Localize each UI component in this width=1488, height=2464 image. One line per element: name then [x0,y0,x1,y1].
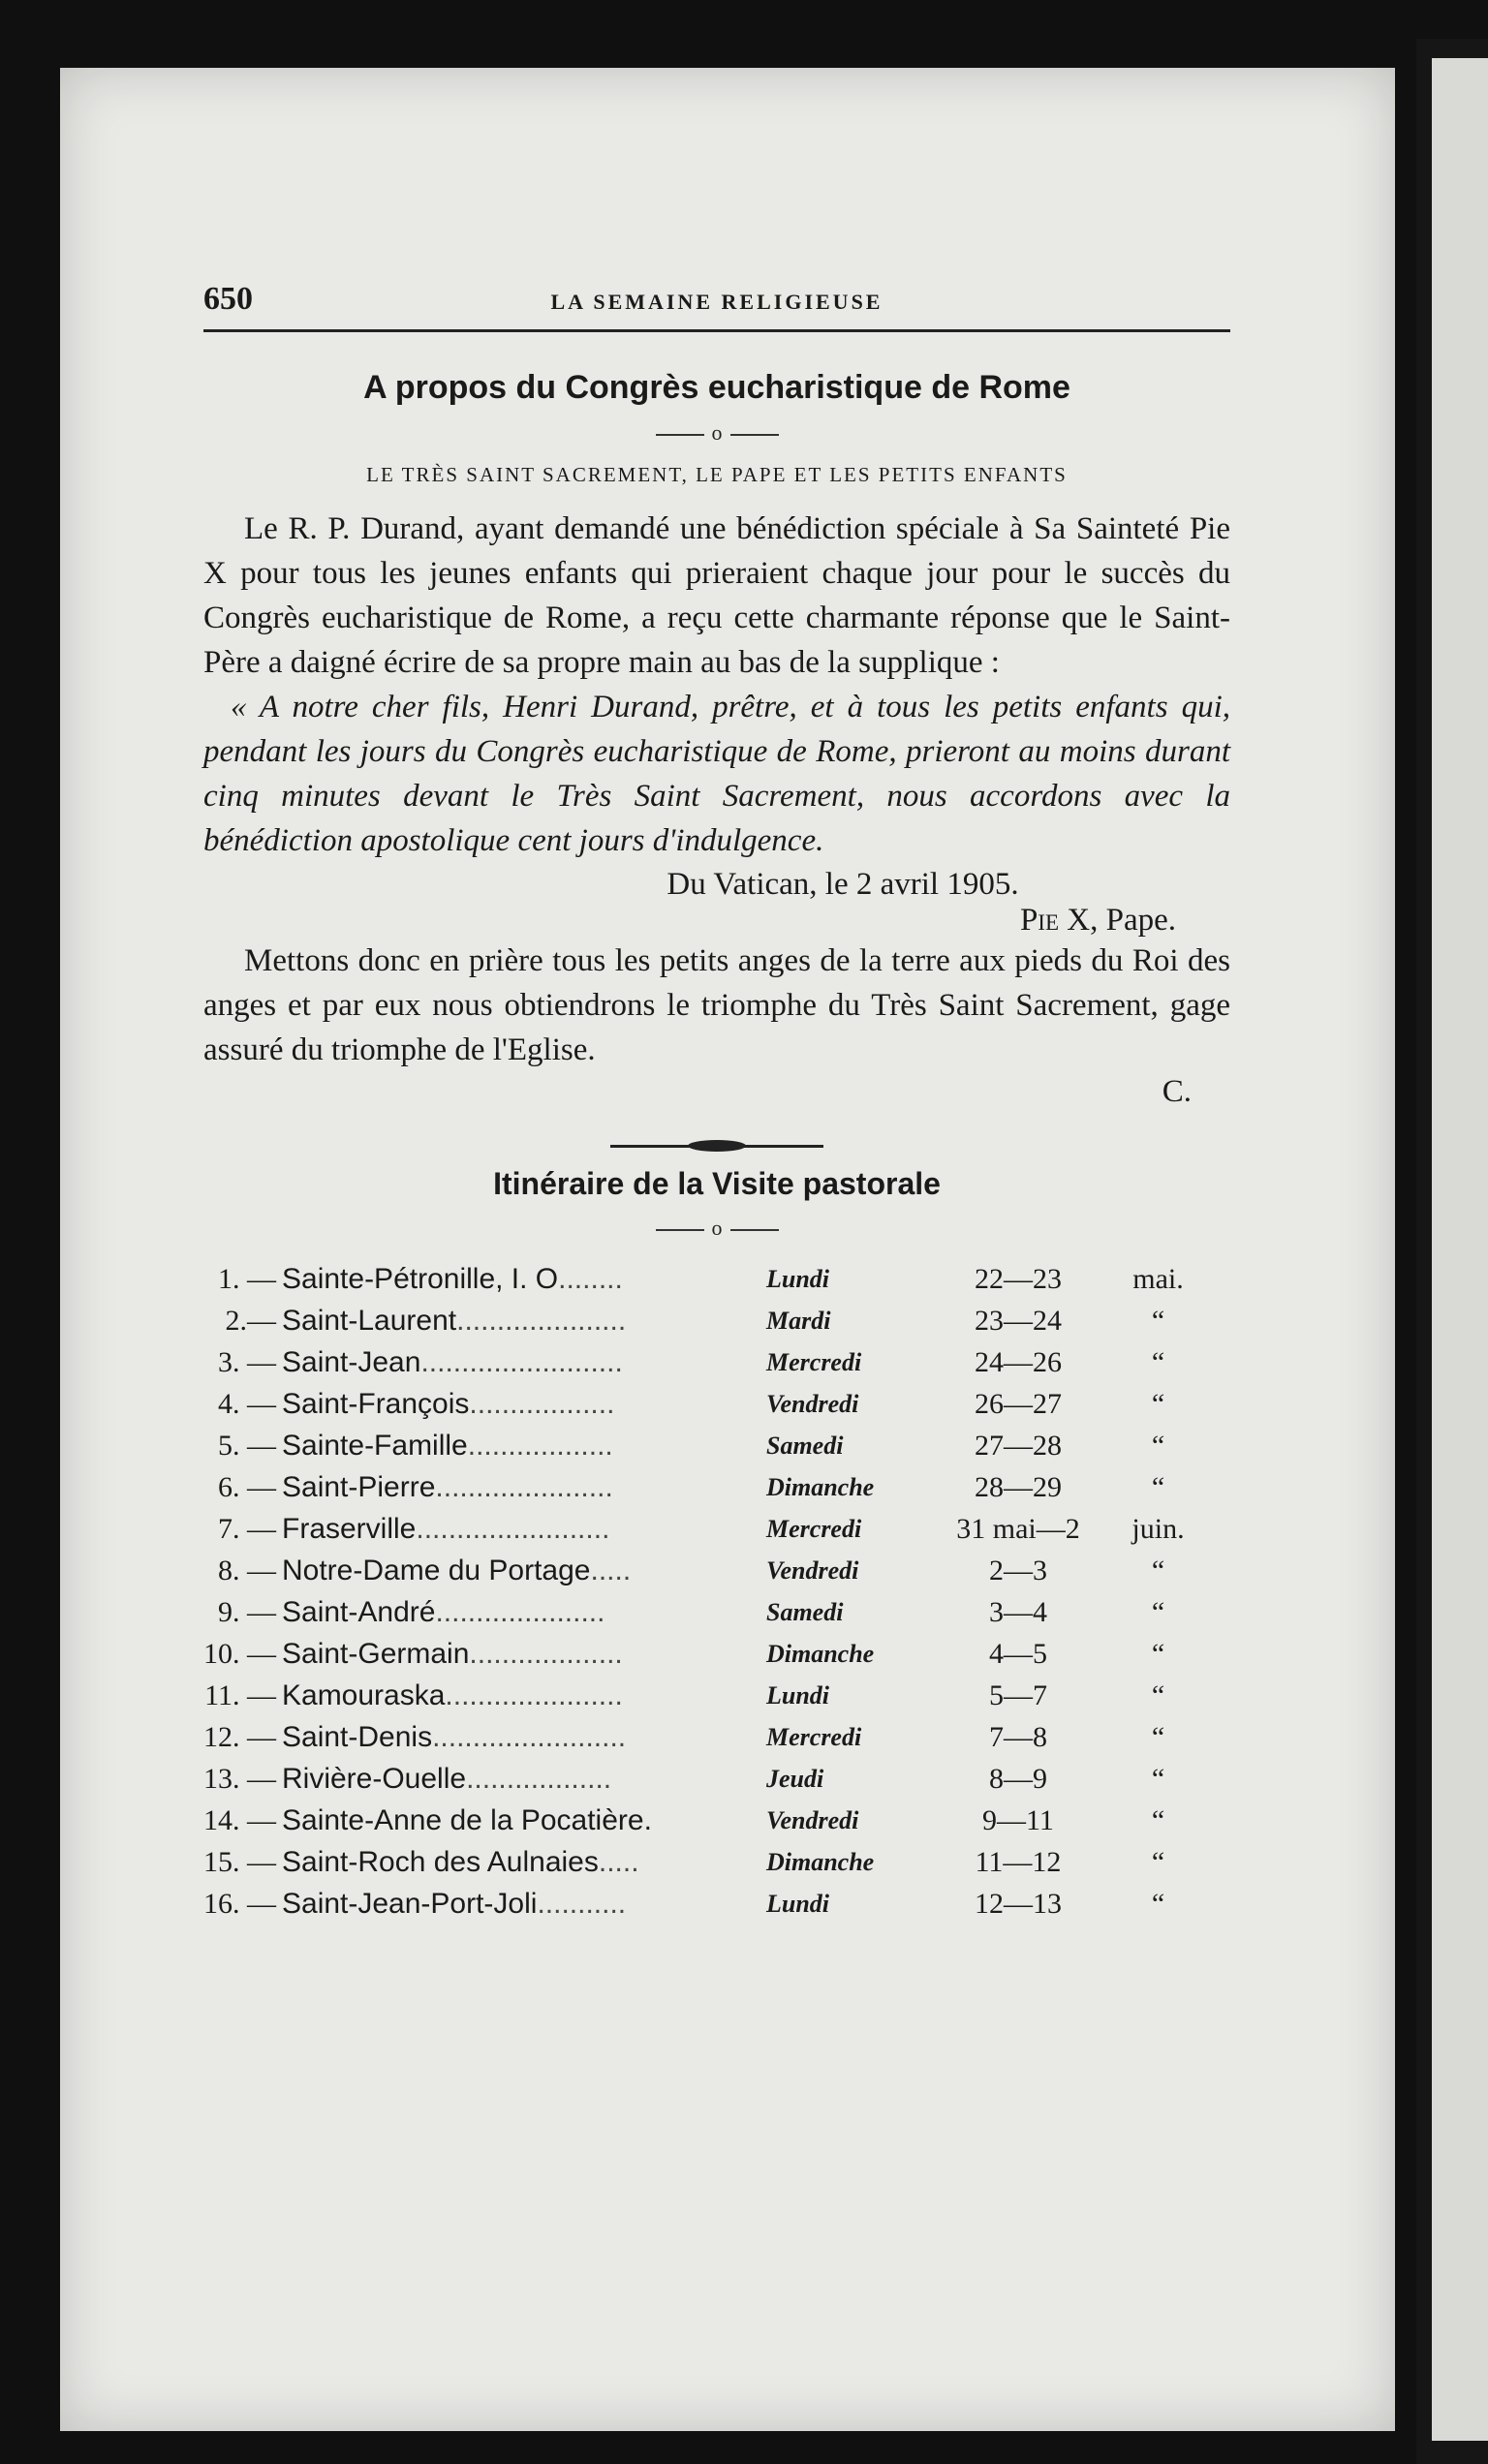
row-number: 3. — [218,1346,276,1378]
row-dates: 3—4 [989,1596,1047,1628]
itinerary-row [203,1883,1211,1925]
itinerary-row [203,1550,1211,1591]
row-dates: 2—3 [989,1555,1047,1586]
signature: Pie X, Pape. [1019,903,1176,938]
row-place-name: Saint-Roch des Aulnaies [282,1846,599,1878]
row-leader-dots: .................. [469,1388,615,1420]
row-month: mai. [1132,1263,1184,1295]
row-month: “ [1151,1846,1165,1878]
row-place-name: Notre-Dame du Portage [282,1555,591,1586]
row-place-name: Saint-Denis [282,1721,433,1753]
itinerary-row [203,1800,1211,1841]
row-dates: 22—23 [975,1263,1062,1295]
itinerary-row [203,1383,1211,1425]
row-place [282,1341,766,1383]
row-month: “ [1151,1388,1165,1420]
row-day: Lundi [766,1265,830,1293]
row-number: 16. — [203,1888,276,1920]
row-place-name: Saint-Laurent [282,1305,457,1337]
row-leader-dots: ..... [590,1555,632,1586]
row-month: “ [1151,1596,1165,1628]
row-number: 15. — [203,1846,276,1878]
row-place [282,1550,766,1591]
row-month: “ [1151,1555,1165,1586]
row-place-name: Sainte-Pétronille, I. O [282,1263,559,1295]
itinerary-row [203,1675,1211,1716]
row-place-name: Sainte-Anne de la Pocatière. [282,1804,652,1836]
row-place-name: Kamouraska [282,1679,446,1711]
row-place-name: Saint-François [282,1388,470,1420]
row-leader-dots: ........................ [432,1721,627,1753]
row-month: “ [1151,1888,1165,1920]
itinerary-row [203,1466,1211,1508]
row-day: Samedi [766,1598,844,1626]
row-place [282,1508,766,1550]
article-separator: o [203,420,1230,446]
row-number: 12. — [203,1721,276,1753]
row-number: 6. — [218,1471,276,1503]
papal-quote: « A notre cher fils, Henri Durand, prêtre, et à tous les petits enfants qui, pendant les jours du Congrès eucharistique de Rome, prieront au moins durant cinq minutes devant le Très Saint Sacrement, nous accordons avec la bénédiction apostolique cent jours d'indulgence. [203,690,1230,858]
row-leader-dots: ..................... [435,1596,605,1628]
row-month: “ [1151,1763,1165,1795]
row-day: Vendredi [766,1390,859,1418]
row-dates: 11—12 [975,1846,1062,1878]
section-ornament [203,1135,1230,1153]
row-place [282,1633,766,1675]
row-dates: 27—28 [975,1430,1062,1462]
row-day: Dimanche [766,1640,875,1668]
row-leader-dots: ...................... [445,1679,623,1711]
row-day: Mercredi [766,1723,862,1751]
row-dates: 9—11 [982,1804,1054,1836]
itinerary-row [203,1633,1211,1675]
itinerary-row [203,1758,1211,1800]
row-leader-dots: ..................... [456,1305,627,1337]
row-leader-dots: ........................ [416,1513,610,1545]
row-place-name: Sainte-Famille [282,1430,468,1462]
row-day: Dimanche [766,1473,875,1501]
row-place [282,1258,766,1300]
itinerary-row [203,1258,1211,1300]
row-month: “ [1151,1430,1165,1462]
row-place [282,1841,766,1883]
row-day: Dimanche [766,1848,875,1876]
article-paragraph-2: Mettons donc en prière tous les petits anges de la terre aux pieds du Roi des anges et par eux nous obtiendrons le triomphe du Très Saint Sacrement, gage assuré du triomphe de l'Eglise. [203,943,1230,1067]
row-number: 14. — [203,1804,276,1836]
row-leader-dots: ..... [598,1846,639,1878]
page-content [203,281,1230,1925]
row-number: 1. — [218,1263,276,1295]
row-leader-dots: ........... [537,1888,627,1920]
journal-title: LA SEMAINE RELIGIEUSE [550,290,884,314]
row-day: Samedi [766,1432,844,1460]
row-dates: 4—5 [989,1638,1047,1670]
itinerary-row [203,1341,1211,1383]
row-month: “ [1151,1804,1165,1836]
row-leader-dots: ...................... [435,1471,613,1503]
row-day: Jeudi [766,1765,824,1793]
row-month: “ [1151,1471,1165,1503]
row-place-name: Saint-Germain [282,1638,470,1670]
row-day: Mercredi [766,1348,862,1376]
running-head [203,281,1230,332]
itinerary-row [203,1508,1211,1550]
row-day: Vendredi [766,1556,859,1585]
row-place-name: Saint-André [282,1596,436,1628]
row-number: 8. — [218,1555,276,1586]
itinerary-table [203,1258,1211,1925]
row-dates: 24—26 [975,1346,1062,1378]
row-number: 7. — [218,1513,276,1545]
itinerary-row [203,1841,1211,1883]
row-number: 4. — [218,1388,276,1420]
row-month: “ [1151,1346,1165,1378]
row-number: 2.— [225,1305,276,1337]
row-dates: 12—13 [975,1888,1062,1920]
row-dates: 28—29 [975,1471,1062,1503]
row-leader-dots: .................. [467,1430,613,1462]
row-place-name: Saint-Pierre [282,1471,436,1503]
author-initial: C. [1162,1074,1192,1109]
itinerary-title: Itinéraire de la Visite pastorale [493,1166,941,1201]
page-number: 650 [203,281,253,317]
row-number: 11. — [204,1679,276,1711]
row-place [282,1466,766,1508]
row-place-name: Saint-Jean-Port-Joli [282,1888,538,1920]
itinerary-row [203,1716,1211,1758]
row-place [282,1383,766,1425]
article-title: A propos du Congrès eucharistique de Rome [363,369,1070,406]
row-month: “ [1151,1305,1165,1337]
row-day: Vendredi [766,1806,859,1834]
itinerary-row [203,1425,1211,1466]
itinerary-row [203,1300,1211,1341]
row-month: “ [1151,1638,1165,1670]
row-leader-dots: ......................... [420,1346,623,1378]
itinerary-row [203,1591,1211,1633]
row-number: 9. — [218,1596,276,1628]
row-place [282,1675,766,1716]
row-dates: 23—24 [975,1305,1062,1337]
row-place [282,1300,766,1341]
article-subheading: LE TRÈS SAINT SACREMENT, LE PAPE ET LES PETITS ENFANTS [366,463,1068,486]
row-day: Mardi [766,1307,831,1335]
row-month: juin. [1132,1513,1185,1545]
date-line: Du Vatican, le 2 avril 1905. [666,867,1019,902]
row-dates: 26—27 [975,1388,1062,1420]
row-place-name: Saint-Jean [282,1346,421,1378]
next-page-edge [1432,58,1488,2441]
row-day: Mercredi [766,1515,862,1543]
row-month: “ [1151,1721,1165,1753]
row-dates: 8—9 [989,1763,1047,1795]
row-leader-dots: ................... [469,1638,623,1670]
row-day: Lundi [766,1890,830,1918]
row-dates: 31 mai—2 [956,1513,1080,1545]
row-dates: 7—8 [989,1721,1047,1753]
row-place [282,1425,766,1466]
row-place [282,1883,766,1925]
row-place [282,1591,766,1633]
row-place [282,1800,766,1841]
itinerary-separator: o [203,1216,1230,1241]
row-leader-dots: .................. [466,1763,612,1795]
row-month: “ [1151,1679,1165,1711]
row-number: 13. — [203,1763,276,1795]
row-day: Lundi [766,1681,830,1709]
row-number: 10. — [203,1638,276,1670]
row-number: 5. — [218,1430,276,1462]
row-place [282,1716,766,1758]
row-leader-dots: ........ [558,1263,623,1295]
row-place [282,1758,766,1800]
article-paragraph-1: Le R. P. Durand, ayant demandé une bénédiction spéciale à Sa Sainteté Pie X pour tous les jeunes enfants qui prieraient chaque jour pour le succès du Congrès eucharistique de Rome, a reçu cette charmante réponse que le Saint-Père a daigné écrire de sa propre main au bas de la supplique : [203,511,1230,680]
row-place-name: Fraserville [282,1513,417,1545]
row-place-name: Rivière-Ouelle [282,1763,467,1795]
row-dates: 5—7 [989,1679,1047,1711]
